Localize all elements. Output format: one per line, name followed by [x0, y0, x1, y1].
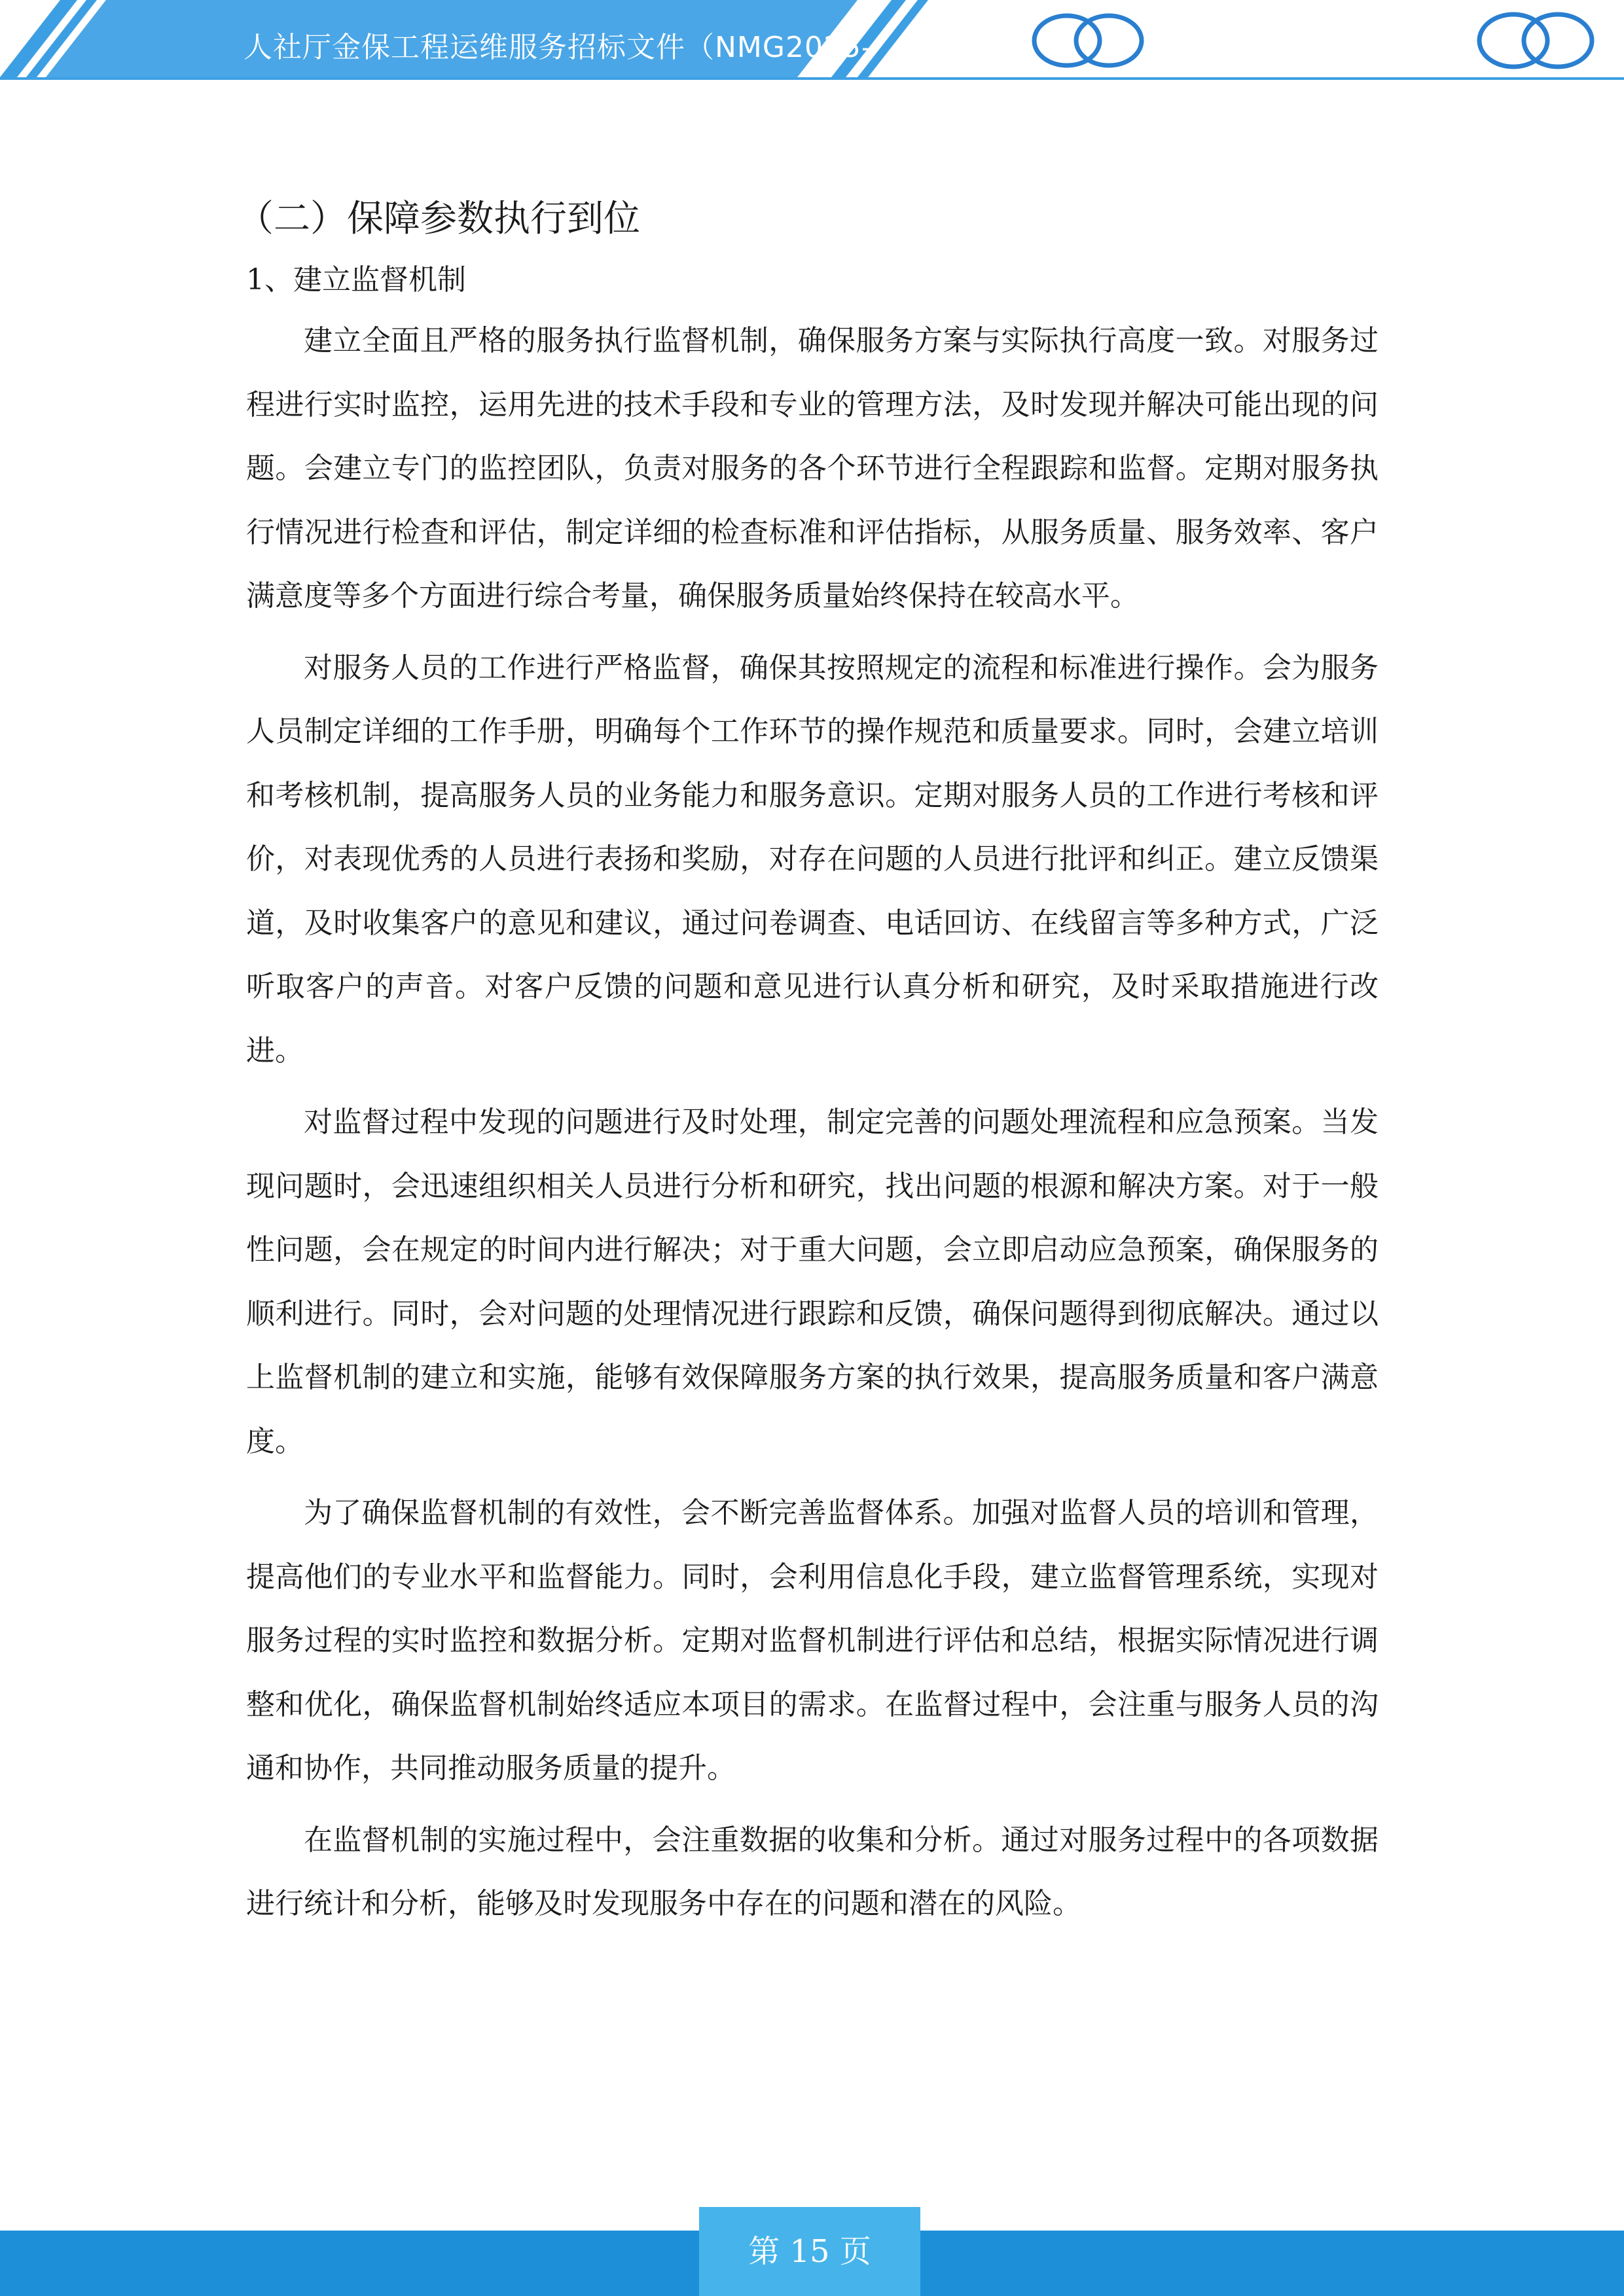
section-heading: （二）保障参数执行到位 [237, 198, 640, 240]
double-ring-logo [1479, 14, 1592, 67]
page-number: 第 15 页 [748, 2233, 871, 2270]
document-title: 人社厅金保工程运维服务招标文件（NMG2025- [244, 31, 873, 64]
paragraph-2: 对服务人员的工作进行严格监督，确保其按照规定的流程和标准进行操作。会为服务人员制定详细的工作手册，明确每个工作环节的操作规范和质量要求。同时，会建立培训和考核机制，提高服务人员的业务能力和服务意识。定期对服务人员的工作进行考核和评价，对表现优秀的人员进行表扬和奖励，对存在问题的人员进行批评和纠正。建立反馈渠道，及时收集客户的意见和建议，通过问卷调查、电话回访、在线留言等多种方式，广泛听取客户的声音。对客户反馈的问题和意见进行认真分析和研究，及时采取措施进行改进。 [246, 651, 1379, 1067]
paragraph-1: 建立全面且严格的服务执行监督机制，确保服务方案与实际执行高度一致。对服务过程进行实时监控，运用先进的技术手段和专业的管理方法，及时发现并解决可能出现的问题。会建立专门的监控团队，负责对服务的各个环节进行全程跟踪和监督。定期对服务执行情况进行检查和评估，制定详细的检查标准和评估指标，从服务质量、服务效率、客户满意度等多个方面进行综合考量，确保服务质量始终保持在较高水平。 [246, 324, 1379, 613]
header-banner [0, 0, 1624, 85]
paragraph-4: 为了确保监督机制的有效性，会不断完善监督体系。加强对监督人员的培训和管理，提高他们的专业水平和监督能力。同时，会利用信息化手段，建立监督管理系统，实现对服务过程的实时监控和数据分析。定期对监督机制进行评估和总结，根据实际情况进行调整和优化，确保监督机制始终适应本项目的需求。在监督过程中，会注重与服务人员的沟通和协作，共同推动服务质量的提升。 [246, 1496, 1379, 1785]
paragraph-3: 对监督过程中发现的问题进行及时处理，制定完善的问题处理流程和应急预案。当发现问题时，会迅速组织相关人员进行分析和研究，找出问题的根源和解决方案。对于一般性问题，会在规定的时间内进行解决；对于重大问题，会立即启动应急预案，确保服务的顺利进行。同时，会对问题的处理情况进行跟踪和反馈，确保问题得到彻底解决。通过以上监督机制的建立和实施，能够有效保障服务方案的执行效果，提高服务质量和客户满意度。 [246, 1105, 1379, 1458]
double-ring-logo-small [1034, 16, 1142, 65]
document-body [237, 190, 1379, 1944]
sub-heading: 1、建立监督机制 [246, 263, 466, 296]
paragraph-5: 在监督机制的实施过程中，会注重数据的收集和分析。通过对服务过程中的各项数据进行统计和分析，能够及时发现服务中存在的问题和潜在的风险。 [246, 1823, 1379, 1920]
